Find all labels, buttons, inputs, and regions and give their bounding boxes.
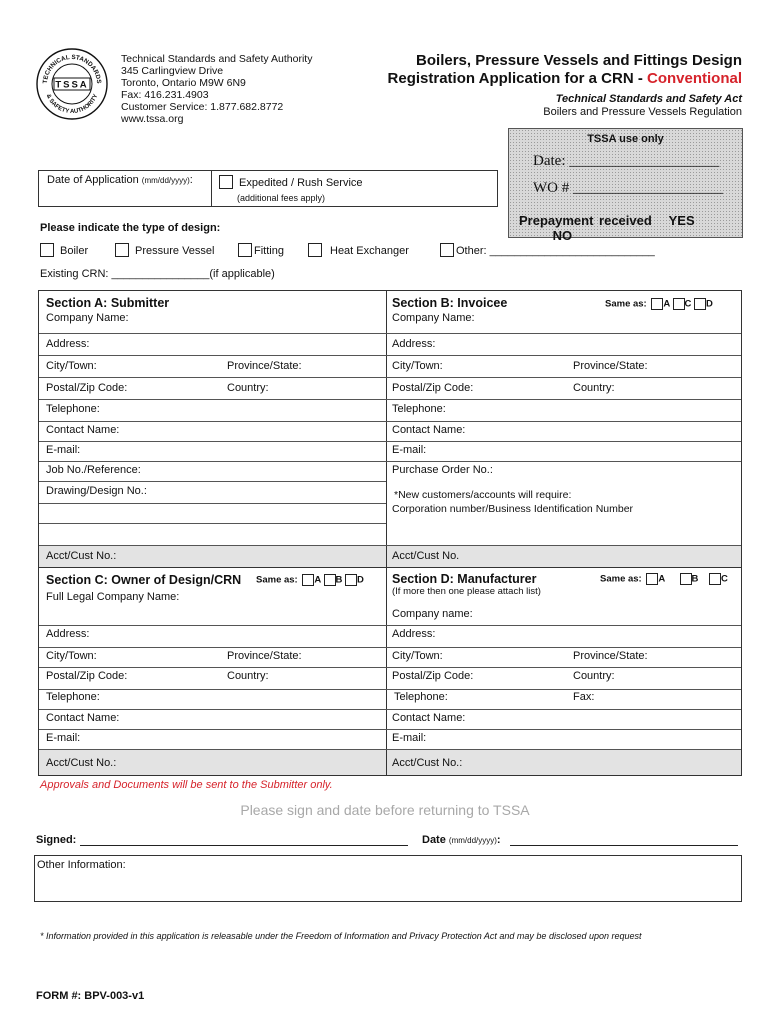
design-option-pressure-vessel[interactable] xyxy=(115,243,214,257)
grid-line xyxy=(39,377,741,378)
boiler-checkbox[interactable] xyxy=(40,243,54,257)
grid-line xyxy=(39,421,741,422)
application-date-box xyxy=(38,170,498,207)
section-b-title: Section B: Invoicee xyxy=(392,296,508,310)
section-d-attach-note: (If more then one please attach list) xyxy=(392,586,541,597)
section-c-telephone-field[interactable]: Telephone: xyxy=(46,691,100,703)
section-c-country-field[interactable]: Country: xyxy=(227,670,269,682)
section-c-email-field[interactable]: E-mail: xyxy=(46,732,81,744)
section-d-opt-a: A xyxy=(658,573,665,585)
grid-line xyxy=(39,461,741,462)
form-title-prefix: Registration Application for a CRN - xyxy=(387,70,647,87)
signature-date-line[interactable] xyxy=(510,845,738,846)
tssa-date-field[interactable]: Date: ____________________ xyxy=(533,153,720,169)
grid-line xyxy=(39,481,386,482)
section-b-country-field[interactable]: Country: xyxy=(573,382,615,394)
section-b-same-as xyxy=(605,298,713,310)
section-c-same-as xyxy=(256,574,364,586)
org-address-line1: 345 Carlingview Drive xyxy=(121,65,224,77)
existing-crn-field[interactable]: Existing CRN: ________________(if applicable) xyxy=(40,268,275,280)
design-type-question: Please indicate the type of design: xyxy=(40,222,221,234)
section-b-contact-field[interactable]: Contact Name: xyxy=(392,424,466,436)
form-title-line1: Boilers, Pressure Vessels and Fittings Design xyxy=(416,52,742,69)
signature-date-colon: : xyxy=(496,834,501,846)
section-b-city-field[interactable]: City/Town: xyxy=(392,360,443,372)
section-b-telephone-field[interactable]: Telephone: xyxy=(392,403,446,415)
section-c-city-field[interactable]: City/Town: xyxy=(46,650,97,662)
grid-line xyxy=(39,647,741,648)
expedited-label: Expedited / Rush Service xyxy=(239,177,363,189)
application-date-text: Date of Application xyxy=(47,174,142,186)
section-b-opt-d: D xyxy=(706,298,713,310)
org-customer-service: Customer Service: 1.877.682.8772 xyxy=(121,101,284,113)
section-b-company-field[interactable]: Company Name: xyxy=(392,312,475,324)
section-d-email-field[interactable]: E-mail: xyxy=(392,732,427,744)
section-d-same-as xyxy=(600,573,728,585)
section-a-contact-field[interactable]: Contact Name: xyxy=(46,424,120,436)
grid-line xyxy=(39,545,741,546)
section-c-opt-d: D xyxy=(357,574,364,586)
boiler-label: Boiler xyxy=(60,245,89,257)
expedited-option[interactable] xyxy=(219,175,363,189)
section-c-address-field[interactable]: Address: xyxy=(46,628,90,640)
section-a-telephone-field[interactable]: Telephone: xyxy=(46,403,100,415)
heat-exchanger-label: Heat Exchanger xyxy=(330,245,409,257)
application-date-label[interactable] xyxy=(47,174,193,186)
section-c-province-field[interactable]: Province/State: xyxy=(227,650,302,662)
section-c-company-field[interactable]: Full Legal Company Name: xyxy=(46,591,180,603)
section-b-acct-field[interactable]: Acct/Cust No. xyxy=(392,550,460,562)
section-a-title: Section A: Submitter xyxy=(46,296,170,310)
grid-line xyxy=(386,625,741,626)
prepayment-no[interactable]: NO xyxy=(552,228,573,243)
design-option-heat-exchanger[interactable] xyxy=(308,243,409,257)
grid-line xyxy=(39,503,386,504)
application-date-colon: : xyxy=(189,174,193,186)
logo-bottom-text: & SAFETY AUTHORITY xyxy=(44,93,100,116)
tssa-use-only-box xyxy=(508,128,743,243)
section-c-same-as-b-checkbox[interactable] xyxy=(324,574,336,586)
section-a-province-field[interactable]: Province/State: xyxy=(227,360,302,372)
section-a-acct-field[interactable]: Acct/Cust No.: xyxy=(46,550,117,562)
prepayment-label: Prepayment received xyxy=(519,213,652,228)
section-b-same-as-label: Same as: xyxy=(605,298,647,310)
other-information-box[interactable] xyxy=(34,855,742,902)
section-d-same-as-a-checkbox[interactable] xyxy=(646,573,658,585)
section-a-job-field[interactable]: Job No./Reference: xyxy=(46,464,141,476)
design-option-other[interactable] xyxy=(440,243,655,257)
section-c-acct-field[interactable]: Acct/Cust No.: xyxy=(46,757,117,769)
grid-line xyxy=(39,355,741,356)
logo-top-text: TECHNICAL STANDARDS xyxy=(41,53,103,84)
grid-line xyxy=(39,399,741,400)
tssa-use-only-label: TSSA use only xyxy=(587,133,664,145)
section-d-address-field[interactable]: Address: xyxy=(392,628,436,640)
org-name: Technical Standards and Safety Authority xyxy=(121,53,313,65)
application-divider xyxy=(211,171,212,206)
section-a-address-field[interactable]: Address: xyxy=(46,338,90,350)
other-checkbox[interactable] xyxy=(440,243,454,257)
section-b-po-field[interactable]: Purchase Order No.: xyxy=(392,464,493,476)
section-d-contact-field[interactable]: Contact Name: xyxy=(392,712,466,724)
grid-line xyxy=(39,667,741,668)
section-d-fax-field[interactable]: Fax: xyxy=(573,691,595,703)
pressure-vessel-checkbox[interactable] xyxy=(115,243,129,257)
section-d-opt-b: B xyxy=(691,573,699,585)
section-d-same-as-b-checkbox[interactable] xyxy=(680,573,692,585)
design-type-options xyxy=(40,243,680,259)
form-title-block xyxy=(388,52,742,118)
org-address-block xyxy=(121,53,312,125)
signed-label: Signed: xyxy=(36,834,77,846)
org-fax: Fax: 416.231.4903 xyxy=(121,89,209,101)
section-d-same-as-c-checkbox[interactable] xyxy=(709,573,721,585)
regulation-name: Boilers and Pressure Vessels Regulation xyxy=(543,106,742,118)
section-a-email-field[interactable]: E-mail: xyxy=(46,444,81,456)
grid-line xyxy=(39,333,741,334)
grid-line xyxy=(39,729,741,730)
please-sign-note: Please sign and date before returning to TSSA xyxy=(240,802,530,818)
other-label: Other: ___________________________ xyxy=(456,245,655,257)
grid-line xyxy=(39,709,741,710)
section-b-email-field[interactable]: E-mail: xyxy=(392,444,427,456)
fitting-checkbox[interactable] xyxy=(238,243,252,257)
section-a-country-field[interactable]: Country: xyxy=(227,382,269,394)
section-b-same-as-c-checkbox[interactable] xyxy=(673,298,685,310)
section-c-title: Section C: Owner of Design/CRN xyxy=(46,573,242,587)
approvals-note: Approvals and Documents will be sent to the Submitter only. xyxy=(40,779,333,791)
expedited-fees-note: (additional fees apply) xyxy=(237,193,326,203)
section-c-postal-field[interactable]: Postal/Zip Code: xyxy=(46,670,128,682)
grid-line xyxy=(39,567,741,568)
signature-date-format: (mm/dd/yyyy) xyxy=(448,836,497,845)
prepayment-row xyxy=(519,213,742,243)
section-d-telephone-field[interactable]: Telephone: xyxy=(394,691,448,703)
section-d-company-field[interactable]: Company name: xyxy=(392,608,473,620)
form-number: FORM #: BPV-003-v1 xyxy=(36,990,145,1002)
sections-grid xyxy=(38,290,742,776)
section-d-province-field[interactable]: Province/State: xyxy=(573,650,648,662)
heat-exchanger-checkbox[interactable] xyxy=(308,243,322,257)
grid-line xyxy=(39,749,741,750)
privacy-footnote: * Information provided in this application is releasable under the Freedom of Information and Privacy Protection Act and may be disclosed upon request xyxy=(40,931,642,941)
org-website: www.tssa.org xyxy=(121,113,184,125)
section-b-address-field[interactable]: Address: xyxy=(392,338,436,350)
expedited-checkbox[interactable] xyxy=(219,175,233,189)
section-d-title: Section D: Manufacturer xyxy=(392,572,537,586)
section-a-company-field[interactable]: Company Name: xyxy=(46,312,129,324)
org-address-line2: Toronto, Ontario M9W 6N9 xyxy=(121,77,246,89)
section-b-postal-field[interactable]: Postal/Zip Code: xyxy=(392,382,474,394)
pressure-vessel-label: Pressure Vessel xyxy=(135,245,215,257)
section-c-contact-field[interactable]: Contact Name: xyxy=(46,712,120,724)
design-option-boiler[interactable] xyxy=(40,243,88,257)
grid-line xyxy=(39,689,741,690)
grid-line xyxy=(39,625,386,626)
section-b-opt-c: C xyxy=(684,298,692,310)
form-title-accent: Conventional xyxy=(646,70,742,87)
act-name: Technical Standards and Safety Act xyxy=(555,93,742,105)
section-c-opt-b: B xyxy=(335,574,343,586)
logo-center-text: TSSA xyxy=(55,79,89,91)
section-b-same-as-d-checkbox[interactable] xyxy=(694,298,706,310)
section-b-corp-number-note: Corporation number/Business Identification Number xyxy=(392,503,634,515)
section-c-same-as-d-checkbox[interactable] xyxy=(345,574,357,586)
section-d-opt-c: C xyxy=(721,573,728,585)
grid-line xyxy=(39,523,386,524)
section-c-opt-a: A xyxy=(314,574,321,586)
section-b-same-as-a-checkbox[interactable] xyxy=(651,298,663,310)
tssa-wo-field[interactable]: WO # ____________________ xyxy=(533,180,723,196)
tssa-logo xyxy=(36,48,108,120)
grid-line xyxy=(39,441,741,442)
signature-date-label xyxy=(422,834,501,846)
section-b-new-customer-note: *New customers/accounts will require: xyxy=(394,489,572,501)
section-a-postal-field[interactable]: Postal/Zip Code: xyxy=(46,382,128,394)
acct-row-shade-bottom xyxy=(39,749,741,775)
section-c-same-as-a-checkbox[interactable] xyxy=(302,574,314,586)
signature-line[interactable] xyxy=(80,845,408,846)
section-d-country-field[interactable]: Country: xyxy=(573,670,615,682)
section-d-acct-field[interactable]: Acct/Cust No.: xyxy=(392,757,463,769)
form-title-line2 xyxy=(388,70,742,88)
acct-row-shade-top xyxy=(39,545,741,567)
prepayment-yes[interactable]: YES xyxy=(668,213,695,228)
other-information-label: Other Information: xyxy=(37,859,126,871)
grid-center-divider xyxy=(386,291,387,775)
section-d-postal-field[interactable]: Postal/Zip Code: xyxy=(392,670,474,682)
section-b-province-field[interactable]: Province/State: xyxy=(573,360,648,372)
section-c-same-as-label: Same as: xyxy=(256,574,298,586)
design-option-fitting[interactable] xyxy=(238,243,284,257)
fitting-label: Fitting xyxy=(254,245,284,257)
section-d-city-field[interactable]: City/Town: xyxy=(392,650,443,662)
section-b-opt-a: A xyxy=(663,298,670,310)
section-a-drawing-field[interactable]: Drawing/Design No.: xyxy=(46,485,147,497)
signature-date-text: Date xyxy=(422,834,449,846)
section-a-city-field[interactable]: City/Town: xyxy=(46,360,97,372)
application-date-format: (mm/dd/yyyy) xyxy=(141,176,190,185)
section-d-same-as-label: Same as: xyxy=(600,573,642,585)
